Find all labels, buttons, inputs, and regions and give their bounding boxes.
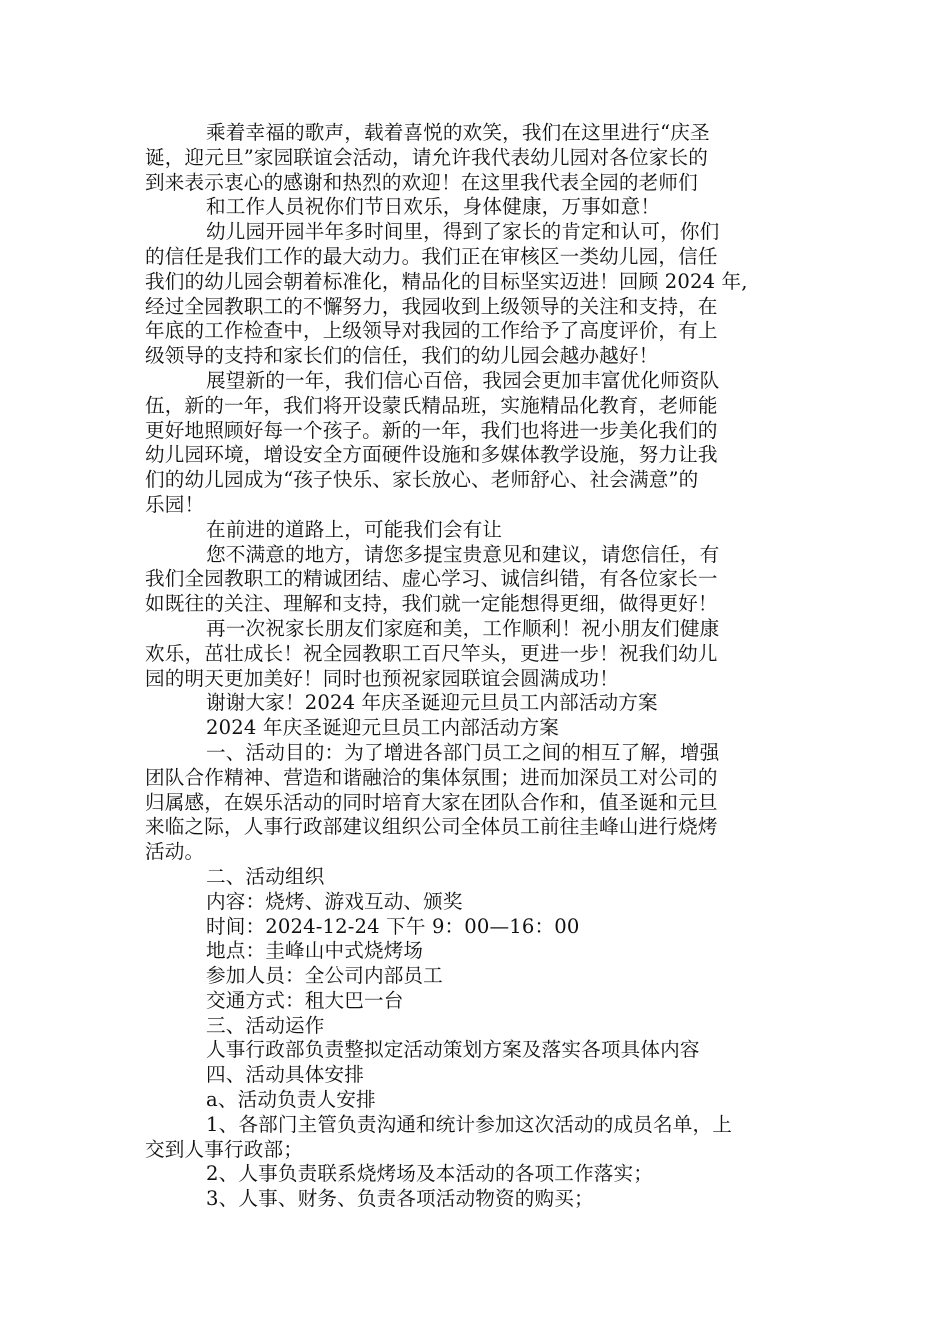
text-line: 1、各部门主管负责沟通和统计参加这次活动的成员名单，上 — [206, 1112, 732, 1136]
text-line: 地点：圭峰山中式烧烤场 — [206, 939, 424, 963]
text-line: 展望新的一年，我们信心百倍，我园会更加丰富优化师资队 — [206, 368, 720, 392]
text-line: 3、人事、财务、负责各项活动物资的购买； — [206, 1187, 594, 1211]
text-line: 幼儿园环境，增设安全方面硬件设施和多媒体教学设施，努力让我 — [145, 443, 718, 467]
text-line: 谢谢大家！2024 年庆圣诞迎元旦员工内部活动方案 — [206, 691, 658, 715]
text-line: 到来表示衷心的感谢和热烈的欢迎！在这里我代表全园的老师们 — [145, 170, 698, 194]
text-line: 时间：2024-12-24 下午 9：00—16：00 — [206, 914, 580, 938]
text-line: 伍，新的一年，我们将开设蒙氏精品班，实施精品化教育，老师能 — [145, 393, 718, 417]
text-line: 欢乐，茁壮成长！祝全园教职工百尺竿头，更进一步！祝我们幼儿 — [145, 641, 718, 665]
text-line: 的信任是我们工作的最大动力。我们正在审核区一类幼儿园，信任 — [145, 244, 718, 268]
text-line: 四、活动具体安排 — [206, 1063, 364, 1087]
text-line: 园的明天更加美好！同时也预祝家园联谊会圆满成功！ — [145, 666, 619, 690]
text-line: 们的幼儿园成为“孩子快乐、家长放心、老师舒心、社会满意”的 — [145, 468, 699, 492]
text-line: 我们的幼儿园会朝着标准化，精品化的目标坚实迈进！回顾 2024 年, — [145, 269, 748, 293]
text-line: 年底的工作检查中，上级领导对我园的工作给予了高度评价，有上 — [145, 319, 718, 343]
text-line: 幼儿园开园半年多时间里，得到了家长的肯定和认可，你们 — [206, 220, 720, 244]
text-line: 三、活动运作 — [206, 1013, 325, 1037]
text-line: 经过全园教职工的不懈努力，我园收到上级领导的关注和支持，在 — [145, 294, 718, 318]
text-line: 乘着幸福的歌声，载着喜悦的欢笑，我们在这里进行“庆圣 — [206, 121, 710, 144]
text-line: 归属感，在娱乐活动的同时培育大家在团队合作和，值圣诞和元旦 — [145, 790, 718, 814]
text-line: 诞，迎元旦”家园联谊会活动，请允许我代表幼儿园对各位家长的 — [145, 145, 708, 169]
text-line: 乐园！ — [145, 492, 205, 516]
text-line: 级领导的支持和家长们的信任，我们的幼儿园会越办越好！ — [145, 344, 659, 368]
text-line: 如既往的关注、理解和支持，我们就一定能想得更细，做得更好！ — [145, 592, 718, 616]
text-line: 我们全园教职工的精诚团结、虚心学习、诚信纠错，有各位家长一 — [145, 567, 718, 591]
text-line: 一、活动目的：为了增进各部门员工之间的相互了解，增强 — [206, 740, 720, 764]
text-line: a、活动负责人安排 — [206, 1088, 376, 1112]
text-line: 更好地照顾好每一个孩子。新的一年，我们也将进一步美化我们的 — [145, 418, 718, 442]
text-line: 2024 年庆圣诞迎元旦员工内部活动方案 — [206, 716, 559, 740]
text-line: 二、活动组织 — [206, 864, 325, 888]
text-line: 再一次祝家长朋友们家庭和美，工作顺利！祝小朋友们健康 — [206, 616, 720, 640]
text-line: 内容：烧烤、游戏互动、颁奖 — [206, 889, 463, 913]
document-body — [145, 121, 817, 1212]
text-line: 活动。 — [145, 840, 205, 864]
text-line: 人事行政部负责整拟定活动策划方案及落实各项具体内容 — [206, 1038, 700, 1062]
text-line: 来临之际，人事行政部建议组织公司全体员工前往圭峰山进行烧烤 — [145, 815, 718, 839]
text-line: 交通方式：租大巴一台 — [206, 988, 404, 1012]
text-line: 和工作人员祝你们节日欢乐，身体健康，万事如意！ — [206, 195, 661, 219]
text-line: 团队合作精神、营造和谐融洽的集体氛围；进而加深员工对公司的 — [145, 765, 718, 789]
text-line: 2、人事负责联系烧烤场及本活动的各项工作落实； — [206, 1162, 653, 1186]
text-line: 交到人事行政部； — [145, 1137, 303, 1161]
text-line: 参加人员：全公司内部员工 — [206, 964, 443, 988]
text-line: 您不满意的地方，请您多提宝贵意见和建议，请您信任，有 — [206, 542, 720, 566]
text-line: 在前进的道路上，可能我们会有让 — [206, 517, 503, 541]
